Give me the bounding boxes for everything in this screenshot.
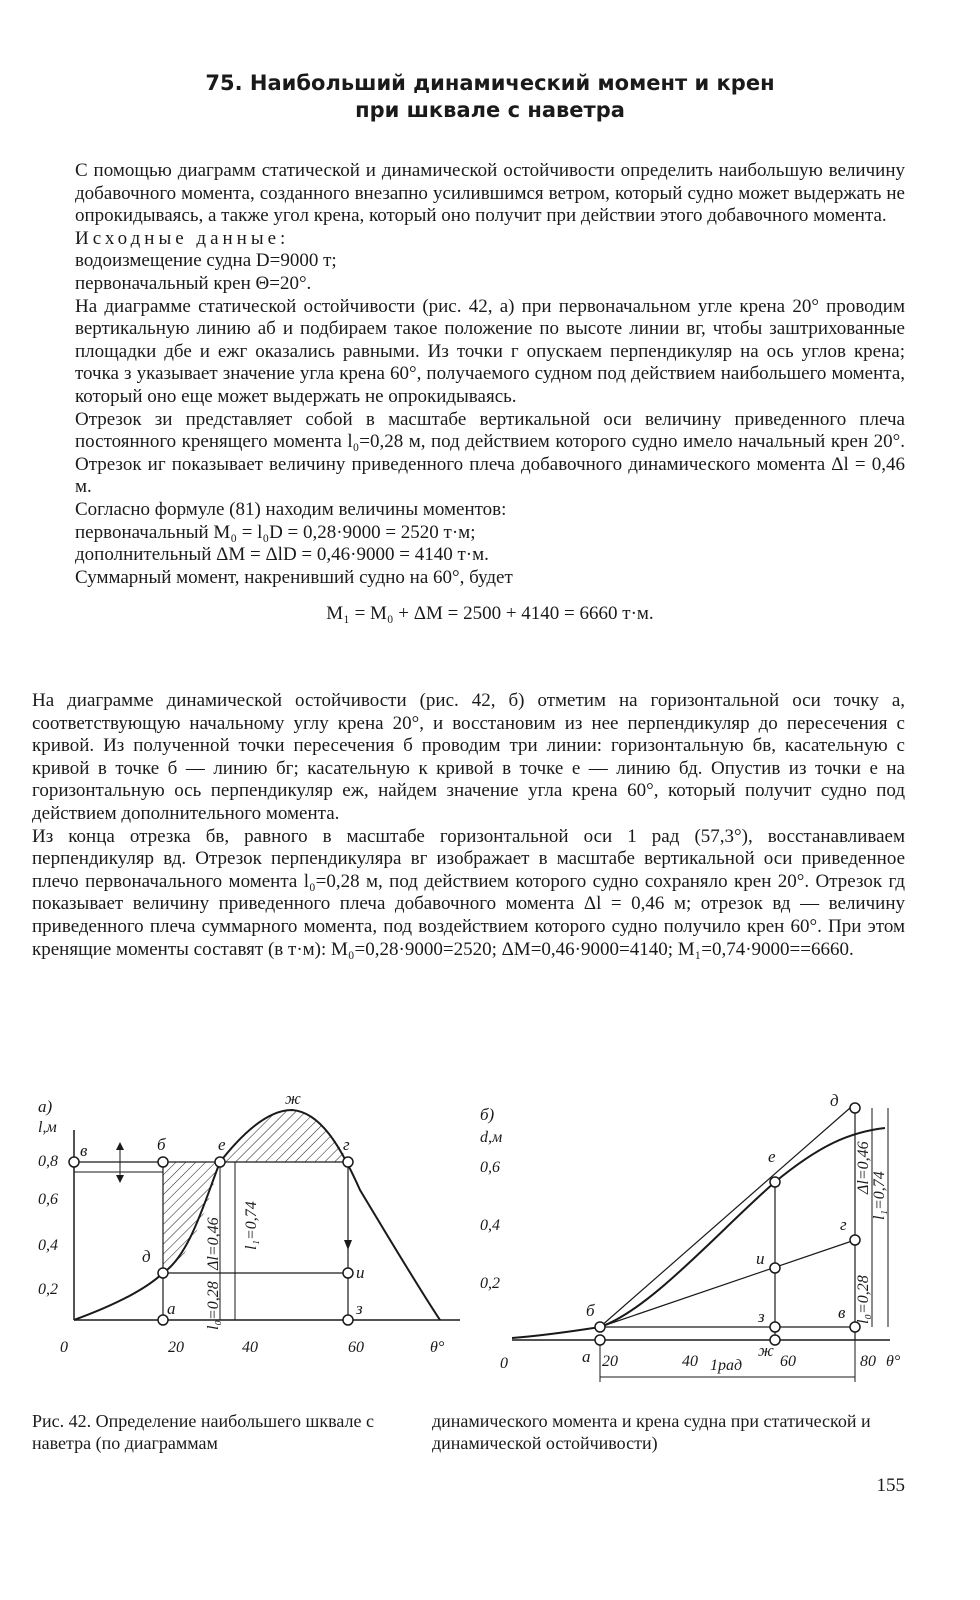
point-g-dyn [850, 1235, 860, 1245]
point-i [343, 1268, 353, 1278]
paragraph: Согласно формуле (81) находим величины моментов: [75, 498, 507, 520]
y-tick-a: 0,6 [38, 1191, 58, 1208]
point-label: в [80, 1141, 88, 1160]
given-label: Исходные данные: [75, 227, 290, 249]
point-g [343, 1157, 353, 1167]
point-label: д [142, 1247, 151, 1266]
point-label: е [768, 1147, 776, 1166]
point-label: г [840, 1215, 847, 1234]
x-tick-a: 60 [348, 1339, 364, 1356]
title-line-1: 75. Наибольший динамический момент и крен [205, 71, 775, 95]
x-tick-a: 40 [242, 1339, 258, 1356]
moment-line: первоначальный M₀ = l₀D = 0,28·9000 = 2520 т·м; [75, 521, 476, 543]
seg-label-l0-b: l₀=0,28 [855, 1275, 872, 1324]
paragraph: Из конца отрезка бв, равного в масштабе горизонтальной оси 1 рад (57,3°), восстанавливаем перпендикуляр вд. Отрезок перпендикуляра вг изображает в масштабе вертикальной оси приведенное плечо первоначального момента l₀=0,28 м, под действием которого судно сохраняло крен 20°. Отрезок гд показывает величину приведенного плеча добавочного момента Δl = 0,46 м; отрезок вд — величину приведенного плеча суммарного момента, под воздействием которого судно получило крен 60°. При этом кренящие моменты составят (в т·м): M₀=0,28·9000=2520; ΔM=0,46·9000=4140; M₁=0,74·9000==6660. [32, 825, 905, 960]
formula: M₁ = M₀ + ΔM = 2500 + 4140 = 6660 т·м. [326, 603, 654, 625]
figure-42 [30, 1090, 930, 1410]
body-section-2 [32, 690, 905, 961]
caption-col-2: динамического момента и крена судна при статической и динамической остойчивости) [432, 1411, 871, 1453]
point-label: б [157, 1135, 166, 1154]
point-label: з [758, 1307, 765, 1326]
point-label: и [756, 1249, 765, 1268]
point-d-dyn [850, 1103, 860, 1113]
section-title [0, 70, 980, 124]
dynamic-stability-curve [512, 1128, 885, 1338]
x-tick-b: 80 [860, 1353, 876, 1370]
point-e [215, 1157, 225, 1167]
point-label: а [582, 1347, 591, 1366]
paragraph: С помощью диаграмм статической и динамической остойчивости определить наибольшую величину добавочного момента, созданного внезапно усилившимся ветром, который судно может выдержать не опрокидываясь, а также угол крена, который оно получит при действии этого добавочного момента. [75, 160, 905, 227]
point-label: и [356, 1263, 365, 1282]
point-a-dyn [595, 1335, 605, 1345]
paragraph: На диаграмме статической остойчивости (рис. 42, а) при первоначальном угле крена 20° проводим вертикальную линию аб и подбираем такое положение по высоте линии вг, чтобы заштрихованные площадки дбе и ежг оказались равными. Из точки г опускаем перпендикуляр на ось углов крена; точка з указывает значение угла крена 60°, получаемого судном под действием наибольшего момента, который оно еще может выдержать не опрокидываясь. [75, 295, 905, 407]
hatched-area-ezhg [220, 1110, 348, 1162]
tangent-bd [600, 1108, 850, 1327]
diagram-static-labels [38, 1090, 445, 1356]
tangent-bg [600, 1240, 855, 1327]
point-e-dyn [770, 1177, 780, 1187]
y-axis-label-b: d,м [480, 1129, 503, 1146]
x-tick-a: 0 [60, 1339, 68, 1356]
point-label: а [167, 1299, 176, 1318]
point-z [343, 1315, 353, 1325]
x-tick-b: 0 [500, 1355, 508, 1372]
page-number: 155 [876, 1475, 905, 1496]
point-b [158, 1157, 168, 1167]
point-label: в [838, 1303, 846, 1322]
point-d [158, 1268, 168, 1278]
x-tick-b: θ° [886, 1353, 901, 1370]
x-tick-b: 40 [682, 1353, 698, 1370]
point-label: б [586, 1301, 595, 1320]
diagram-static [69, 1110, 460, 1325]
diagram-dynamic-labels [480, 1091, 901, 1374]
seg-label-dl-b: Δl=0,46 [855, 1141, 872, 1194]
point-label: г [343, 1135, 350, 1154]
x-tick-b: 60 [780, 1353, 796, 1370]
seg-label-l0: l₀=0,28 [205, 1281, 222, 1330]
given-item: водоизмещение судна D=9000 т; [75, 250, 337, 272]
y-tick-b: 0,4 [480, 1217, 500, 1234]
y-tick-b: 0,2 [480, 1275, 500, 1292]
seg-label-l1: l₁=0,74 [243, 1201, 260, 1250]
arrow-head-up [116, 1142, 124, 1150]
diagram-dynamic [512, 1103, 890, 1382]
rad-label: 1рад [710, 1357, 743, 1374]
title-line-2: при шквале с наветра [355, 98, 625, 122]
point-label: ж [285, 1090, 301, 1108]
point-z-dyn [770, 1322, 780, 1332]
paragraph: Отрезок зи представляет собой в масштабе вертикальной оси величину приведенного плеча постоянного кренящего момента l₀=0,28 м, под действием которого судно имело начальный крен 20°. Отрезок иг показывает величину приведенного плеча добавочного динамического момента Δl = 0,46 м. [75, 408, 905, 498]
x-tick-b: 20 [602, 1353, 618, 1370]
paragraph: Суммарный момент, накренивший судно на 60°, будет [75, 566, 513, 588]
given-item: первоначальный крен Θ=20°. [75, 272, 312, 294]
point-label: ж [758, 1341, 774, 1360]
arrow-head-g [344, 1240, 352, 1250]
caption-col-1: Рис. 42. Определение наибольшего шквале с наветра (по диаграммам [32, 1411, 375, 1453]
y-tick-b: 0,6 [480, 1159, 500, 1176]
panel-label-b: б) [480, 1105, 495, 1124]
moment-line: дополнительный ΔM = ΔlD = 0,46·9000 = 4140 т·м. [75, 544, 489, 566]
panel-label-a: а) [38, 1097, 53, 1116]
seg-label-dl: Δl=0,46 [205, 1217, 222, 1270]
x-tick-a: 20 [168, 1339, 184, 1356]
y-tick-a: 0,8 [38, 1153, 58, 1170]
y-tick-a: 0,4 [38, 1237, 58, 1254]
paragraph: На диаграмме динамической остойчивости (рис. 42, б) отметим на горизонтальной оси точку а, соответствующую начальному углу крена 20°, и восстановим из нее перпендикуляр до пересечения с кривой. Из полученной точки пересечения б проводим три линии: горизонтальную бв, касательную с кривой в точке б — линию бг; касательную к кривой в точке е — линию бд. Опустив из точки е на горизонтальную ось перпендикуляр еж, найдем значение угла крена 60°, который получит судно под действием дополнительного момента. [32, 690, 905, 824]
point-v [69, 1157, 79, 1167]
point-label: е [218, 1135, 226, 1154]
point-i-dyn [770, 1263, 780, 1273]
seg-label-l1-b: l₁=0,74 [871, 1171, 888, 1220]
figure-diagrams [30, 1090, 930, 1410]
point-b-dyn [595, 1322, 605, 1332]
point-label: д [830, 1091, 839, 1110]
point-label: з [356, 1299, 363, 1318]
y-tick-a: 0,2 [38, 1281, 58, 1298]
figure-caption [32, 1410, 907, 1454]
x-tick-a: θ° [430, 1339, 445, 1356]
body-section-1 [75, 160, 905, 638]
y-axis-label-a: l,м [38, 1119, 57, 1136]
arrow-head-down [116, 1175, 124, 1183]
